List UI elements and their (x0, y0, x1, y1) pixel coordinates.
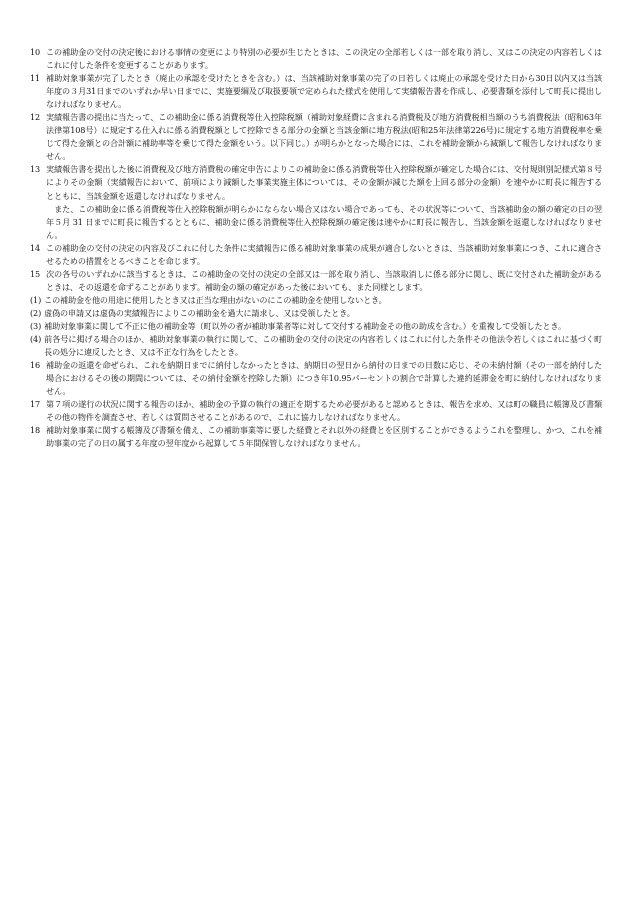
clause-13 (30, 163, 602, 241)
clause-number: 16 (30, 360, 41, 371)
clause-12 (30, 111, 602, 163)
clause-number: 12 (30, 112, 41, 123)
clause-paragraph: 実績報告書の提出に当たって、この補助金に係る消費税等仕入控除税額（補助対象経費に含まれる消費税及び地方消費税相当額のうち消費税法（昭和63年法律第108号）に規定する仕入れに係る消費税額として控除できる部分の金額と当該金額に地方税法(昭和25年法律第226号)に規定する地方消費税率を乗じて得た金額との合計額に補助率等を乗じて得た金額をいう。以下同じ。）が明らかとなった場合には、これを補助金額から減額して報告しなければなりません。 (46, 112, 602, 162)
item-text: 虚偽の申請又は虚偽の実績報告によりこの補助金を過大に請求し、又は受領したとき。 (44, 307, 355, 318)
clause-text (46, 398, 602, 424)
clause-15 (30, 268, 602, 294)
clause-14 (30, 242, 602, 268)
clause-text (46, 163, 602, 241)
item-text: 前各号に掲げる場合のほか、補助対象事業の執行に関して、この補助金の交付の決定の内容若しくはこれに付した条件その他法令若しくはこれに基づく町長の処分に違反したとき、又は不正な行為をしたとき。 (44, 334, 602, 358)
clause-text (46, 359, 602, 398)
item-number: (1) (30, 294, 42, 305)
clause-paragraph: 補助対象事業に関する帳簿及び書類を備え、この補助事業等に要した経費とそれ以外の経費とを区別することができるようこれを整理し、かつ、これを補助事業の完了の日の属する年度の翌年度から起算して５年間保管しなければなりません。 (46, 425, 602, 449)
clause-text (46, 242, 602, 268)
item-number: (4) (30, 334, 42, 345)
clause-paragraph: 補助金の返還を命ぜられ、これを納期日までに納付しなかったときは、納期日の翌日から納付の日までの日数に応じ、その未納付額（その一部を納付した場合におけるその後の期間については、その納付金額を控除した額）につき年10.95パーセントの割合で計算した違約延滞金を町に納付しなければなりません。 (46, 360, 602, 397)
clause-number: 18 (30, 425, 41, 436)
clause-paragraph: また、この補助金に係る消費税等仕入控除税額が明らかにならない場合又はない場合であっても、その状況等について、当該補助金の額の確定の日の翌年５月 31 日までに町長に報告するとともに、補助金に係る消費税等仕入控除税額の確定後は速やかに町長に報告し、当該金額を返還しなければなりません。 (46, 203, 602, 240)
clause-item (30, 320, 602, 333)
item-text: この補助金を他の用途に使用したとき又は正当な理由がないのにこの補助金を使用しないとき。 (44, 294, 387, 305)
clause-paragraph: この補助金の交付の決定の内容及びこれに付した条件に実績報告に係る補助対象事業の成果が適合しないときは、当該補助対象事業につき、これに適合させるための措置をとるべきことを命じます。 (46, 242, 602, 266)
clause-number: 15 (30, 268, 41, 279)
clause-paragraph: 第７項の遂行の状況に関する報告のほか、補助金の予算の執行の適正を期するため必要があると認めるときは、報告を求め、又は町の職員に帳簿及び書類その他の物件を調査させ、若しくは質問させることがあるので、これに協力しなければなりません。 (46, 399, 602, 423)
clause-text (46, 72, 602, 111)
item-number: (2) (30, 307, 42, 318)
clause-10 (30, 46, 602, 72)
clause-11 (30, 72, 602, 111)
clause-paragraph: 実績報告書を提出した後に消費税及び地方消費税の確定申告によりこの補助金に係る消費税等仕入控除税額が確定した場合には、交付規則別記様式第８号によりその金額（実績報告において、前項により減額した事業実施主体については、その金額が減じた額を上回る部分の金額）を速やかに町長に報告するとともに、当該金額を返還しなければなりません。 (46, 164, 602, 201)
clause-number: 17 (30, 399, 41, 410)
clause-paragraph: 次の各号のいずれかに該当するときは、この補助金の交付の決定の全部又は一部を取り消し、当該取消しに係る部分に関し、既に交付された補助金があるときは、その返還を命ずることがあります。補助金の額の確定があった後においても、また同様とします。 (46, 268, 602, 292)
clause-text (46, 46, 602, 72)
clause-item (30, 307, 602, 320)
clause-text (46, 268, 602, 294)
clause-paragraph: 補助対象事業が完了したとき（廃止の承認を受けたときを含む。）は、当該補助対象事業の完了の日若しくは廃止の承認を受けた日から30日以内又は当該年度の３月31日までのいずれか早い日までに、実施要綱及び取扱要領で定められた様式を使用して実績報告書を作成し、必要書類を添付して町長に提出しなければなりません。 (46, 73, 602, 110)
clause-item (30, 333, 602, 359)
clause-number: 13 (30, 164, 41, 175)
clause-16 (30, 359, 602, 398)
clause-text (46, 424, 602, 450)
item-number: (3) (30, 320, 42, 331)
clause-18 (30, 424, 602, 450)
clause-number: 11 (30, 73, 41, 84)
item-text: 補助対象事業に関して不正に他の補助金等（町以外の者が補助事業者等に対して交付する補助金その他の助成を含む。）を重複して受領したとき。 (44, 320, 567, 331)
document-body (30, 46, 602, 450)
clause-item (30, 294, 602, 307)
clause-text (46, 111, 602, 163)
clause-number: 14 (30, 242, 41, 253)
clause-paragraph: この補助金の交付の決定後における事情の変更により特別の必要が生じたときは、この決定の全部若しくは一部を取り消し、又はこの決定の内容若しくはこれに付した条件を変更することがあります。 (46, 47, 602, 71)
clause-number: 10 (30, 47, 41, 57)
clause-17 (30, 398, 602, 424)
